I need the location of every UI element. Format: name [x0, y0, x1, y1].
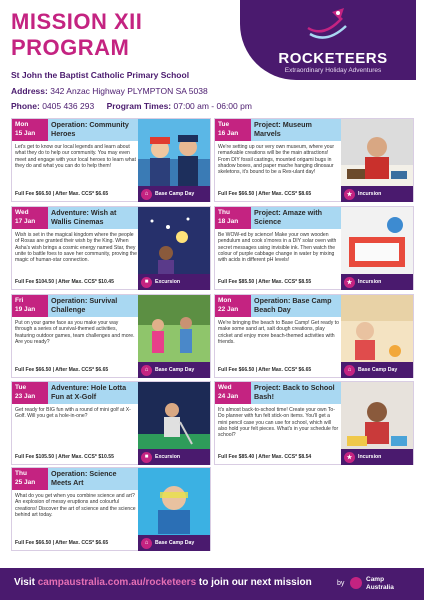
home-icon: ⌂: [344, 365, 355, 376]
card-fee: Full Fee $66.50 | After Max. CCS* $6.65: [218, 367, 312, 373]
logo-name: ROCKETEERS: [278, 50, 388, 67]
card-description: Put on your game face as you make your way through a series of survival-themed activities, featuring outdoor games, team challenges and more. Are you ready?: [15, 320, 135, 345]
card-photo: [138, 119, 210, 202]
card-title: Operation: Survival Challenge: [51, 296, 118, 314]
badge-excursion: ■ Excursion: [138, 449, 210, 465]
card-title: Operation: Science Meets Art: [51, 469, 117, 487]
badge-base-camp: ⌂ Base Camp Day: [138, 186, 210, 202]
times-label: Program Times:: [106, 101, 172, 111]
camp-australia-logo: Camp Australia: [366, 576, 394, 591]
card-fee: Full Fee $104.50 | After Max. CCS* $10.45: [15, 279, 114, 285]
program-card-mon-15: [11, 118, 211, 202]
star-icon: ★: [344, 277, 355, 288]
card-date: Mon 22 Jan: [215, 295, 251, 317]
camp-australia-icon: [350, 577, 362, 589]
card-title: Project: Back to School Bash!: [254, 383, 335, 401]
card-description: We're setting up our very own museum, where your remarkable creations will be the main attractions! From DIY fossil castings, mounted origami bugs in shadow boxes, and paper mache hanging dinosaur skeletons, it's bound to be a Rex-ulant day!: [218, 144, 335, 176]
card-description: Be WOW-ed by science! Make your own wooden pendulum and cook s'mores in a DIY solar oven with secret messages using invisible ink. Then watch the colour of purple cabbage change in water by mixing with acids in different pH levels!: [218, 232, 337, 264]
phone-value: 0405 436 293: [42, 101, 95, 111]
footer-call-to-action: Visit campaustralia.com.au/rocketeers to join our next mission: [14, 577, 312, 588]
badge-base-camp: ⌂ Base Camp Day: [138, 362, 210, 378]
card-title: Operation: Base Camp Beach Day: [254, 296, 332, 314]
bus-icon: ■: [141, 452, 152, 463]
card-description: Let's get to know our local legends and learn about what they do to help our community. You may even meet and engage with your local heroes to learn what they do and what you can do to help them!: [15, 144, 136, 169]
card-header: [215, 119, 341, 141]
card-header: [12, 207, 138, 229]
star-icon: ★: [344, 189, 355, 200]
card-description: It's almost back-to-school time! Create your own To-Do planner with fun felt stick-on items. You'll get a mini pencil case you can use for school, which will also hold your felt pieces. What's in your schedule for school?: [218, 407, 339, 439]
card-title: Project: Museum Marvels: [254, 120, 312, 138]
badge-base-camp: ⌂ Base Camp Day: [341, 362, 413, 378]
bus-icon: ■: [141, 277, 152, 288]
card-header: [12, 468, 138, 490]
home-icon: ⌂: [141, 365, 152, 376]
program-card-wed-24: [214, 381, 414, 465]
card-date: Thu 18 Jan: [215, 207, 251, 229]
page-title-line-2: PROGRAM: [11, 35, 130, 60]
school-name: St John the Baptist Catholic Primary School: [11, 70, 190, 80]
badge-incursion: ★ Incursion: [341, 186, 413, 202]
card-description: Get ready for BIG fun with a round of mini golf at X-Golf. Will you get a hole-in-one?: [15, 407, 131, 420]
page-title-line-1: MISSION XII: [11, 9, 143, 34]
card-fee: Full Fee $66.50 | After Max. CCS* $6.65: [15, 367, 109, 373]
card-header: [12, 382, 138, 404]
program-card-tue-16: [214, 118, 414, 202]
times-value: 07:00 am - 06:00 pm: [173, 101, 252, 111]
home-icon: ⌂: [141, 189, 152, 200]
card-title: Adventure: Hole Lotta Fun at X-Golf: [51, 383, 127, 401]
phone-label: Phone:: [11, 101, 40, 111]
card-photo: [138, 382, 210, 465]
card-photo: [341, 119, 413, 202]
card-date: Fri 19 Jan: [12, 295, 48, 317]
badge-incursion: ★ Incursion: [341, 449, 413, 465]
card-date: Wed 24 Jan: [215, 382, 251, 404]
card-date: Tue 23 Jan: [12, 382, 48, 404]
card-date: Thu 25 Jan: [12, 468, 48, 490]
card-header: [12, 119, 138, 141]
card-photo: [341, 382, 413, 465]
logo-tagline: Extraordinary Holiday Adventures: [284, 67, 382, 74]
card-fee: Full Fee $66.50 | After Max. CCS* $6.65: [15, 191, 109, 197]
card-header: [215, 295, 341, 317]
card-date: Wed 17 Jan: [12, 207, 48, 229]
program-card-thu-18: [214, 206, 414, 290]
card-fee: Full Fee $66.50 | After Max. CCS* $6.65: [15, 540, 109, 546]
footer-link[interactable]: campaustralia.com.au/rocketeers: [37, 577, 197, 588]
rocket-icon: [302, 4, 352, 46]
card-photo: [138, 295, 210, 378]
card-photo: [138, 468, 210, 551]
footer-by: by: [337, 580, 345, 587]
card-header: [12, 295, 138, 317]
program-card-mon-22: [214, 294, 414, 378]
address-label: Address:: [11, 86, 48, 96]
star-icon: ★: [344, 452, 355, 463]
card-fee: Full Fee $66.50 | After Max. CCS* $8.65: [218, 191, 312, 197]
program-card-wed-17: [11, 206, 211, 290]
badge-incursion: ★ Incursion: [341, 274, 413, 290]
address-value: 342 Anzac Highway PLYMPTON SA 5038: [50, 86, 208, 96]
card-photo: [341, 295, 413, 378]
card-description: Wish is set in the magical kingdom where the people of Rosas are granted their wish by the King. When Asha's wish brings a cosmic energy named Star, they unite to battle foes to save her community, proving the magic of human-star connection.: [15, 232, 137, 264]
home-icon: ⌂: [141, 538, 152, 549]
card-fee: Full Fee $105.50 | After Max. CCS* $10.55: [15, 454, 114, 460]
card-description: What do you get when you combine science and art? An explosion of messy eruptions and colourful creations! Discover the art of science and the science behind art today.: [15, 493, 136, 518]
card-date: Mon 15 Jan: [12, 119, 48, 141]
card-header: [215, 382, 341, 404]
contact-line: [11, 101, 252, 111]
card-title: Project: Amaze with Science: [254, 208, 323, 226]
address-line: [11, 86, 208, 96]
badge-excursion: ■ Excursion: [138, 274, 210, 290]
card-photo: [341, 207, 413, 290]
card-fee: Full Fee $85.40 | After Max. CCS* $8.54: [218, 454, 312, 460]
card-header: [215, 207, 341, 229]
program-card-tue-23: [11, 381, 211, 465]
card-fee: Full Fee $85.50 | After Max. CCS* $8.55: [218, 279, 312, 285]
page-footer: [0, 568, 424, 600]
card-photo: [138, 207, 210, 290]
card-title: Operation: Community Heroes: [51, 120, 129, 138]
rocketeers-logo: [240, 0, 416, 86]
page-header: [0, 0, 424, 116]
card-title: Adventure: Wish at Wallis Cinemas: [51, 208, 117, 226]
card-date: Tue 16 Jan: [215, 119, 251, 141]
card-description: We're bringing the beach to Base Camp! Get ready to make some sand art, salt dough creations, play cricket and enjoy more beach-themed activities with friends.: [218, 320, 339, 345]
program-card-fri-19: [11, 294, 211, 378]
program-card-thu-25: [11, 467, 211, 551]
badge-base-camp: ⌂ Base Camp Day: [138, 535, 210, 551]
